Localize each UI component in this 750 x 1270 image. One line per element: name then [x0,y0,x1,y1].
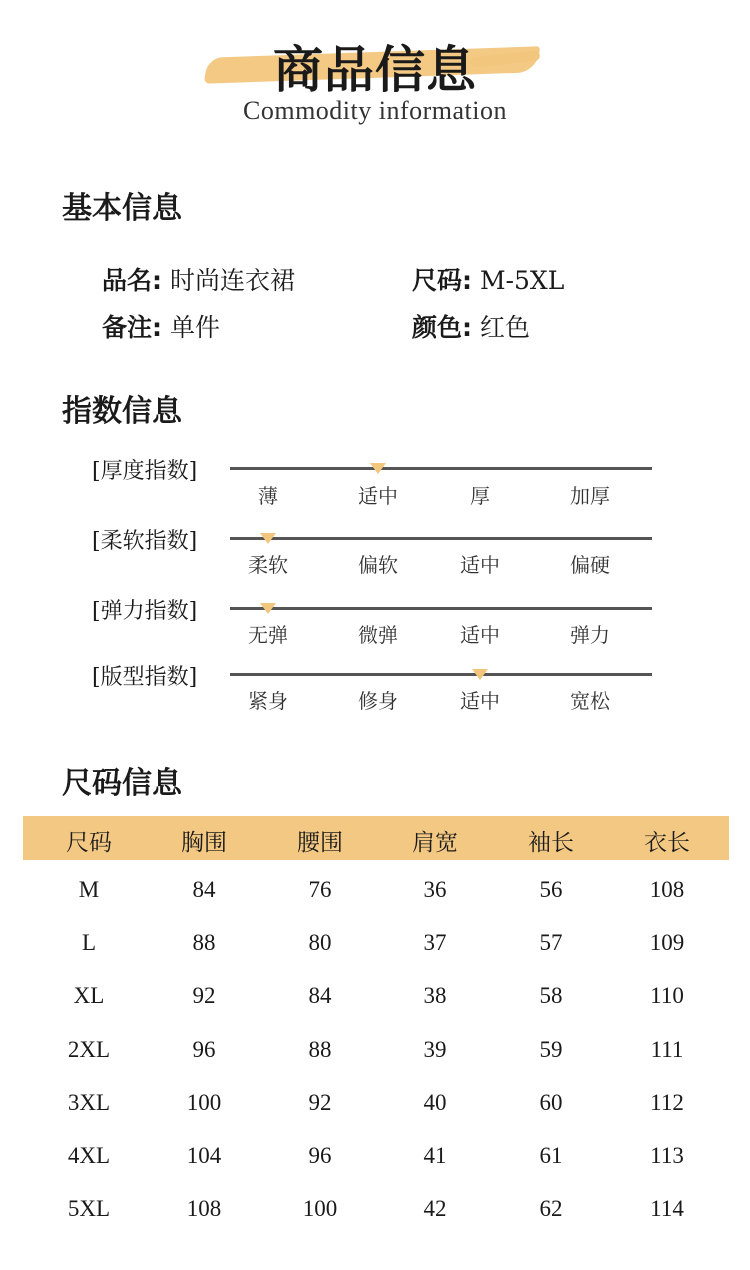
fit-option: 适中 [460,689,500,713]
thickness-index-label: [厚度指数] [92,459,198,484]
table-cell: 108 [649,877,685,902]
thickness-option: 加厚 [570,484,610,508]
table-cell: 56 [539,877,563,902]
fit-option: 紧身 [248,689,288,713]
elasticity-option: 适中 [460,623,500,647]
softness-option: 柔软 [248,553,288,577]
table-cell: L [81,930,97,955]
softness-option: 适中 [460,553,500,577]
table-cell: 58 [539,983,563,1008]
note-row [102,308,220,344]
size-table-column-header: 袖长 [528,830,574,856]
table-cell: 37 [423,930,447,955]
product-name-label: 品名: [102,266,162,295]
table-cell: 80 [308,930,332,955]
product-name-value: 时尚连衣裙 [169,266,295,295]
table-cell: 109 [649,930,685,955]
softness-index-label: [柔软指数] [92,529,198,554]
elasticity-scale-track [230,607,652,610]
table-cell: 59 [539,1037,563,1062]
note-label: 备注: [102,313,162,342]
thickness-option: 厚 [470,484,490,508]
size-table-column-header: 衣长 [644,830,690,856]
table-cell: 104 [186,1143,222,1168]
table-cell: 41 [423,1143,447,1168]
table-cell: 84 [192,877,216,902]
table-cell: 88 [308,1037,332,1062]
table-cell: 96 [308,1143,332,1168]
elasticity-index-label: [弹力指数] [92,599,198,624]
fit-index-label: [版型指数] [92,665,198,690]
size-table-column-header: 胸围 [181,830,227,856]
table-cell: 62 [539,1196,563,1221]
elasticity-option: 无弹 [248,623,288,647]
size-info-heading: 尺码信息 [62,766,182,801]
table-cell: 61 [539,1143,563,1168]
table-cell: 110 [650,983,684,1008]
page-subtitle: Commodity information [243,96,507,125]
thickness-scale-marker [370,463,386,474]
fit-scale-track [230,673,652,676]
table-cell: 38 [423,983,447,1008]
softness-scale-marker [260,533,276,544]
size-range-value: M-5XL [479,266,565,295]
table-cell: 111 [650,1037,684,1062]
table-cell: 112 [650,1090,684,1115]
color-row [412,308,530,344]
size-table-column-header: 肩宽 [412,830,458,856]
table-cell: 96 [192,1037,216,1062]
size-table-column-header: 腰围 [297,830,343,856]
softness-option: 偏硬 [570,553,610,577]
table-cell: 57 [539,930,563,955]
elasticity-scale-marker [260,603,276,614]
table-cell: XL [73,983,105,1008]
table-cell: 114 [650,1196,684,1221]
thickness-scale-track [230,467,652,470]
table-cell: M [78,877,100,902]
color-label: 颜色: [412,313,472,342]
table-cell: 108 [186,1196,222,1221]
elasticity-option: 弹力 [570,623,610,647]
size-range-label: 尺码: [412,266,472,295]
table-cell: 39 [423,1037,447,1062]
softness-scale-track [230,537,652,540]
table-cell: 92 [192,983,216,1008]
table-cell: 88 [192,930,216,955]
elasticity-option: 微弹 [358,623,398,647]
table-cell: 36 [423,877,447,902]
table-cell: 5XL [67,1196,111,1221]
fit-option: 宽松 [570,689,610,713]
softness-option: 偏软 [358,553,398,577]
fit-option: 修身 [358,689,398,713]
table-cell: 84 [308,983,332,1008]
table-cell: 42 [423,1196,447,1221]
table-cell: 113 [650,1143,684,1168]
table-cell: 60 [539,1090,563,1115]
table-cell: 2XL [67,1037,111,1062]
table-cell: 40 [423,1090,447,1115]
thickness-option: 薄 [258,484,278,508]
table-cell: 3XL [67,1090,111,1115]
table-cell: 4XL [67,1143,111,1168]
basic-info-heading: 基本信息 [62,191,182,226]
table-cell: 100 [186,1090,222,1115]
table-cell: 76 [308,877,332,902]
index-info-heading: 指数信息 [62,394,182,429]
thickness-option: 适中 [358,484,398,508]
product-name-row [102,261,295,297]
table-cell: 100 [302,1196,338,1221]
page-title: 商品信息 [273,41,477,99]
note-value: 单件 [169,313,220,342]
size-range-row [412,261,564,297]
table-cell: 92 [308,1090,332,1115]
fit-scale-marker [472,669,488,680]
size-table-column-header: 尺码 [66,830,112,856]
color-value: 红色 [479,313,530,342]
